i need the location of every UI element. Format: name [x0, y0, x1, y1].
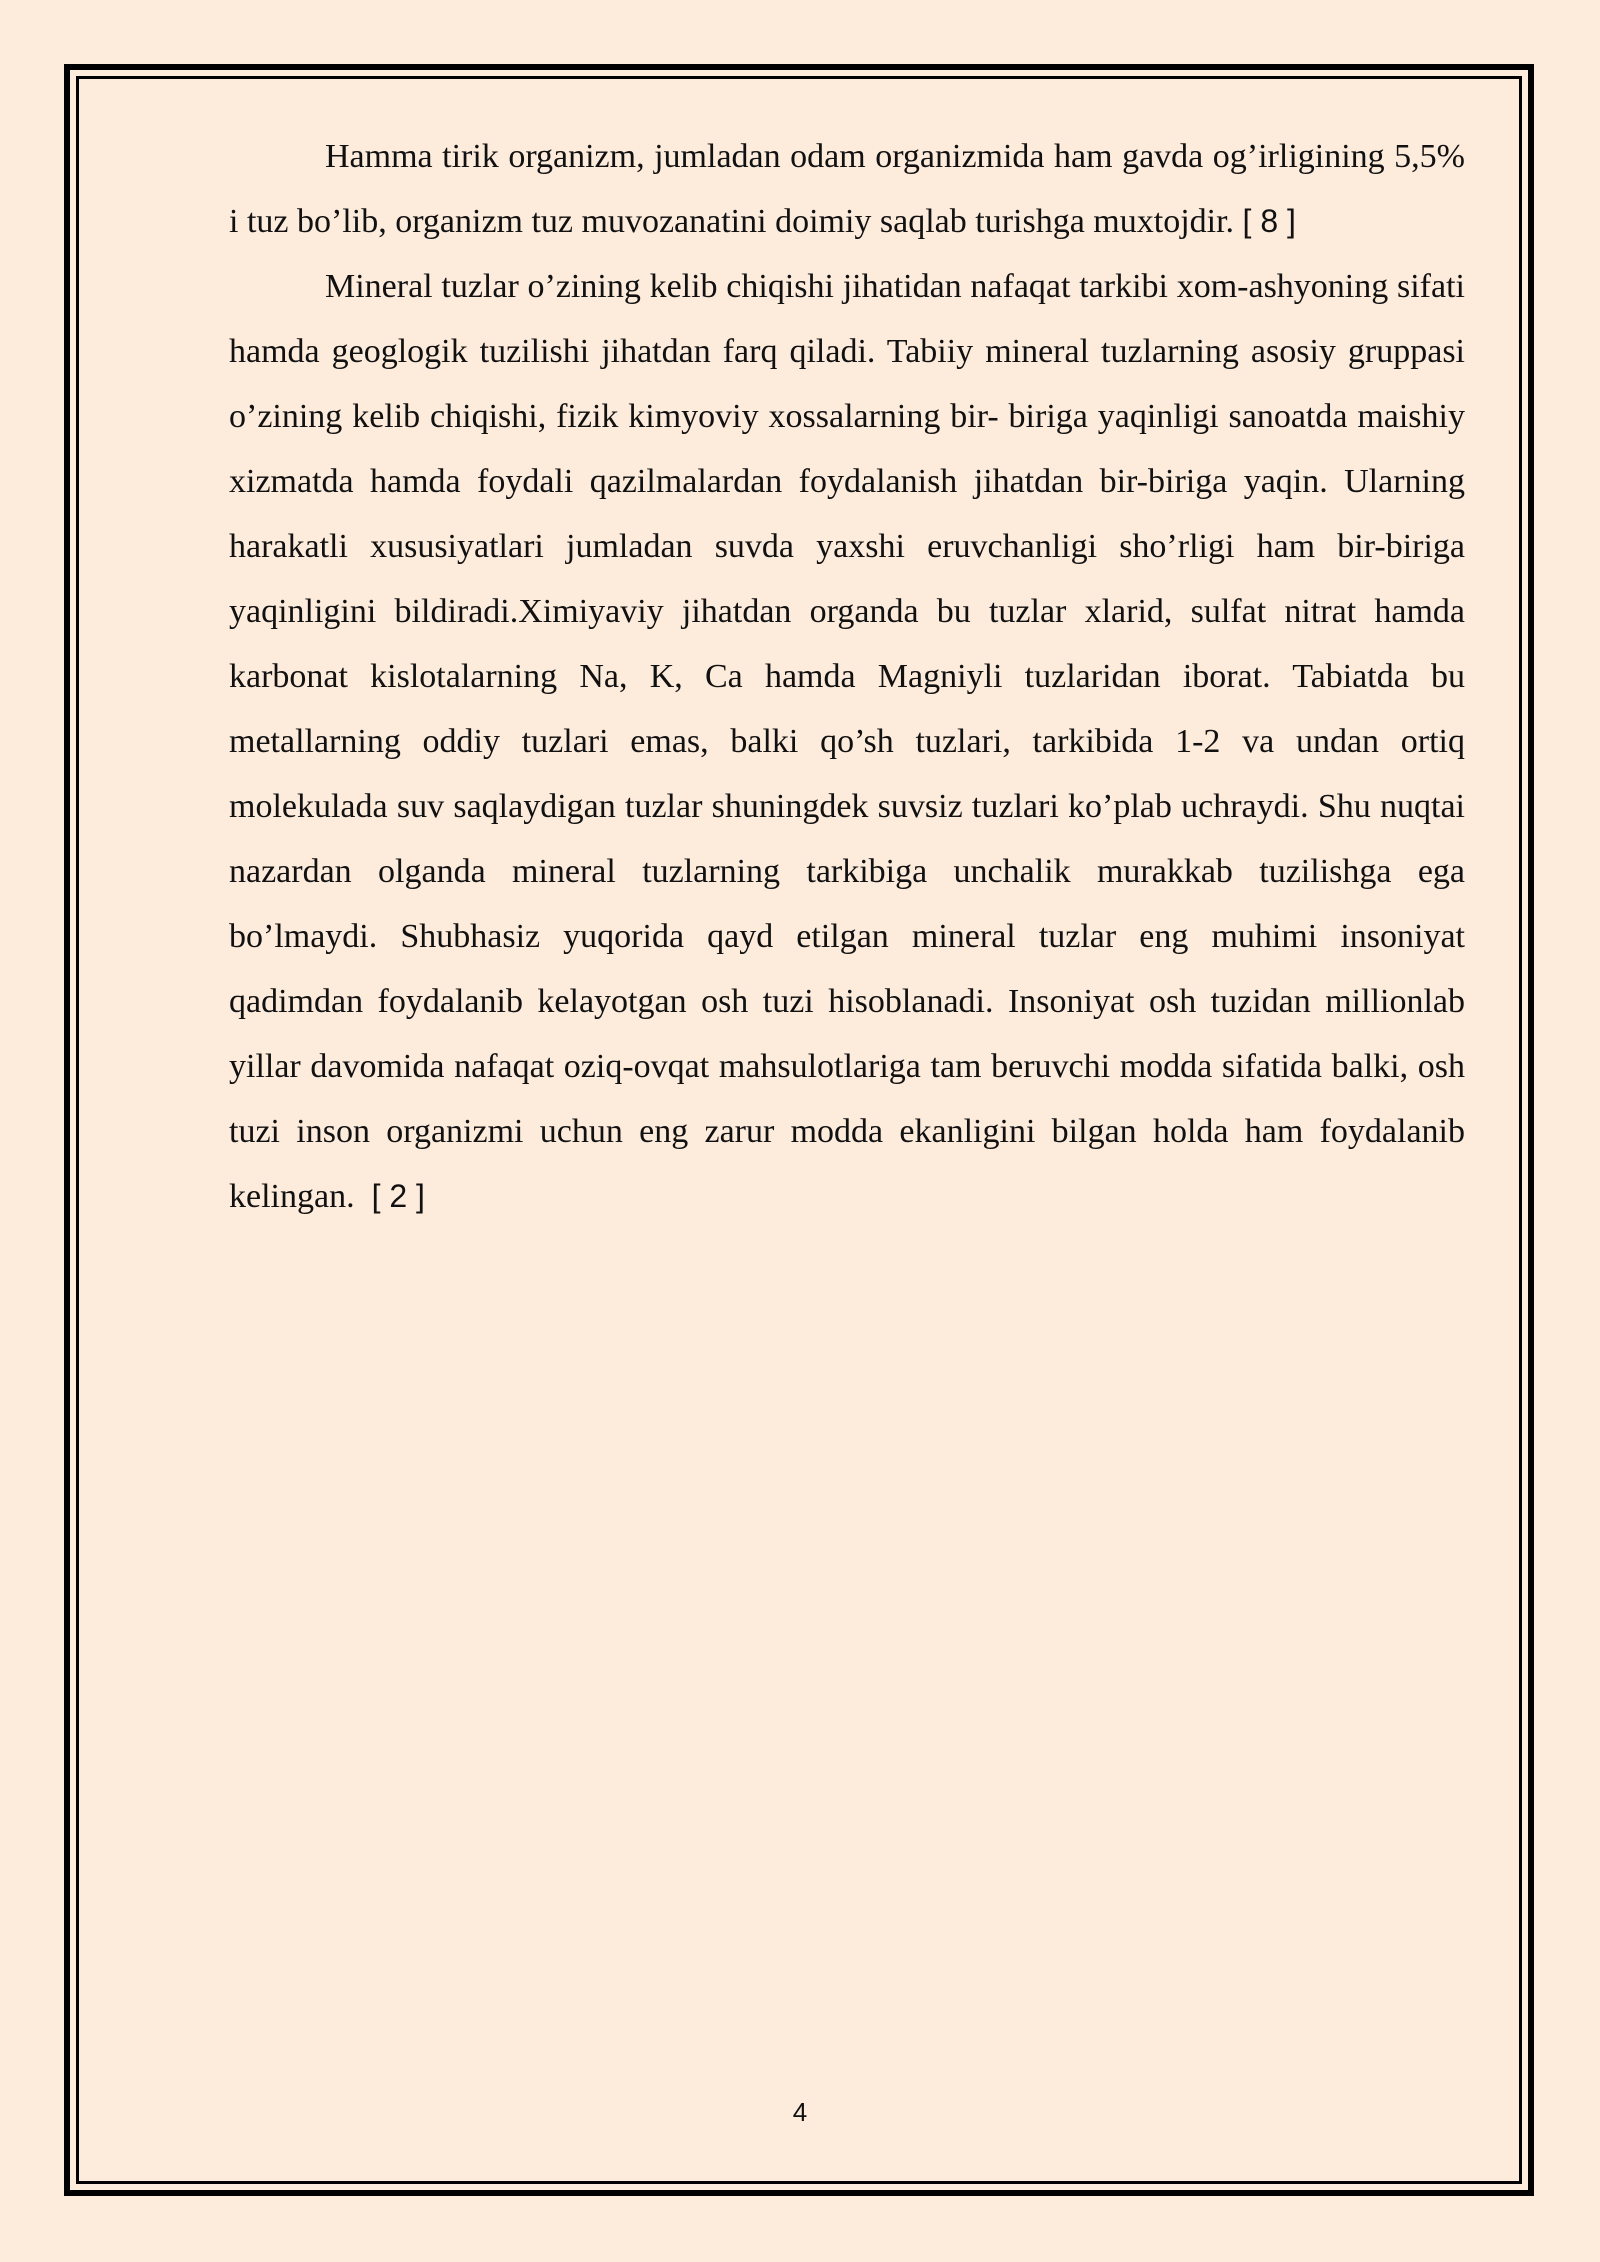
paragraph-2-text: Mineral tuzlar o’zining kelib chiqishi jihatidan nafaqat tarkibi xom-ashyoning sifati hamda geoglogik tuzilishi jihatdan farq qiladi. Tabiiy mineral tuzlarning asosiy gruppasi o’zining kelib chiqishi, fizik kimyoviy xossalarning bir- biriga yaqinligi sanoatda maishiy xizmatda hamda foydali qazilmalardan foydalanish jihatdan bir-biriga yaqin. Ularning harakatli xususiyatlari jumladan suvda yaxshi eruvchanligi sho’rligi ham bir-biriga yaqinligini bildiradi.Ximiyaviy jihatdan organda bu tuzlar xlarid, sulfat nitrat hamda karbonat kislotalarning Na, K, Ca hamda Magniyli tuzlaridan iborat. Tabiatda bu metallarning oddiy tuzlari emas, balki qo’sh tuzlari, tarkibida 1-2 va undan ortiq molekulada suv saqlaydigan tuzlar shuningdek suvsiz tuzlari ko’plab uchraydi. Shu nuqtai nazardan olganda mineral tuzlarning tarkibiga unchalik murakkab tuzilishga ega bo’lmaydi. Shubhasiz yuqorida qayd etilgan mineral tuzlar eng muhimi insoniyat qadimdan foydalanib kelayotgan osh tuzi hisoblanadi. Insoniyat osh tuzidan millionlab yillar davomida nafaqat oziq-ovqat mahsulotlariga tam beruvchi modda sifatida balki, osh tuzi inson organizmi uchun eng zarur modda ekanligini bilgan holda ham foydalanib kelingan. [229, 268, 1465, 1215]
paragraph-1 [229, 124, 1465, 254]
paragraph-2 [229, 254, 1465, 1229]
citation-2: [ 2 ] [371, 1178, 425, 1214]
page-number: 4 [792, 2097, 808, 2127]
document-body [229, 124, 1465, 1229]
paragraph-1-text: Hamma tirik organizm, jumladan odam organizmida ham gavda og’irligining 5,5% i tuz bo’lib, organizm tuz muvozanatini doimiy saqlab turishga muxtojdir. [229, 138, 1465, 240]
citation-8: [ 8 ] [1242, 203, 1296, 239]
